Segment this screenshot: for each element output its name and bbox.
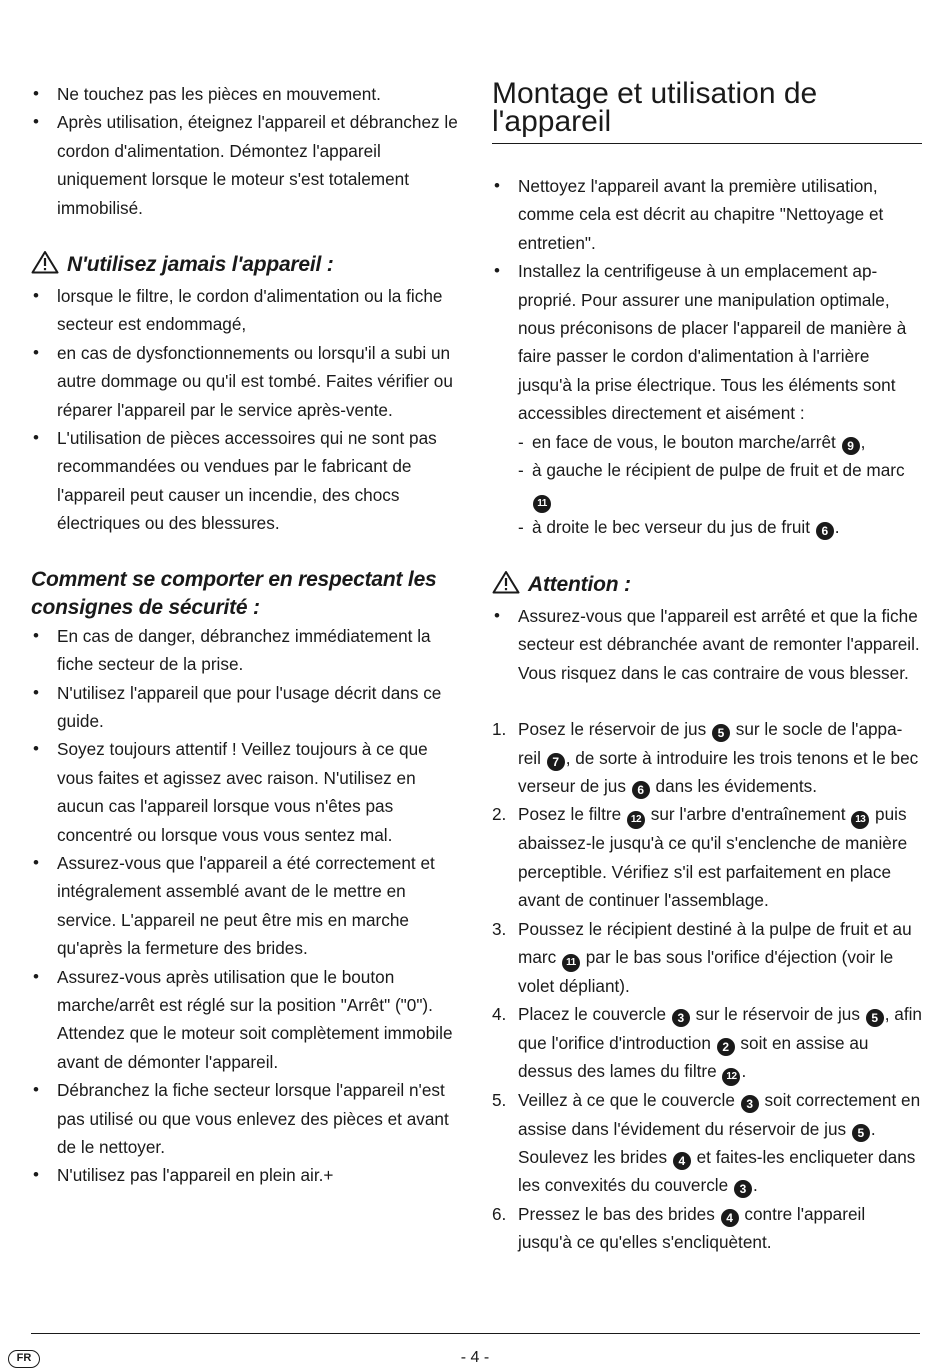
page-number: - 4 - <box>460 1349 490 1366</box>
part-number-badge: 7 <box>547 753 565 771</box>
list-item: • L'utilisation de pièces accessoires qui ne sont pas recommandées ou vendues par le fabricant de l'appareil peut causer un incendie, des chocs électriques ou des blessures. <box>31 424 461 538</box>
attention-heading-text: Attention : <box>528 572 631 596</box>
never-use-heading <box>31 250 461 282</box>
part-number-badge: 3 <box>734 1180 752 1198</box>
sublist-item: - à gauche le récipient de pulpe de fruit et de marc 11 <box>518 456 922 513</box>
part-number-badge: 6 <box>816 522 834 540</box>
warning-triangle-icon <box>31 250 59 282</box>
warning-triangle-icon <box>492 570 520 602</box>
safety-list <box>31 622 461 1190</box>
page-title: Montage et utilisation de l'appareil <box>492 80 922 144</box>
attention-heading <box>492 570 922 602</box>
part-number-badge: 12 <box>722 1068 740 1086</box>
attention-list <box>492 602 922 687</box>
part-number-badge: 5 <box>866 1009 884 1027</box>
list-item: • Assurez-vous après utilisation que le bouton marche/arrêt est réglé sur la position "Arrêt" ("0"). Attendez que le moteur soit complètement immobile avant de démonter l'appareil. <box>31 963 461 1077</box>
list-item: • Soyez toujours attentif ! Veillez toujours à ce que vous faites et agissez avec raison. N'utilisez en aucun cas l'appareil lorsque vous n'êtes pas concentré ou lorsque vous vous sentez mal. <box>31 735 461 849</box>
list-item: • Ne touchez pas les pièces en mouvement. <box>31 80 461 108</box>
part-number-badge: 12 <box>627 811 645 829</box>
sublist-item: - en face de vous, le bouton marche/arrêt 9 , <box>518 428 922 456</box>
elements-sublist <box>518 428 922 542</box>
part-number-badge: 3 <box>672 1009 690 1027</box>
part-number-badge: 5 <box>852 1124 870 1142</box>
assembly-steps <box>492 715 922 1257</box>
list-item <box>492 257 922 542</box>
step-item: 6. Pressez le bas des brides 4 contre l'appareil jusqu'à ce qu'elles s'encliquètent. <box>492 1203 866 1253</box>
safety-heading: Comment se comporter en respectant les consignes de sécurité : <box>31 567 437 619</box>
part-number-badge: 5 <box>712 724 730 742</box>
intro-list <box>31 80 461 222</box>
sublist-item: - à droite le bec verseur du jus de fruit 6 . <box>518 513 922 541</box>
step-item: 5. Veillez à ce que le couvercle 3 soit correctement en assise dans l'évidement du réservoir de jus 5 . Soulevez les brides 4 et faites-les encliqueter dans les convexités du couvercle 3 . <box>492 1090 921 1197</box>
footer-divider <box>31 1333 920 1334</box>
list-item-text: Installez la centrifigeuse à un emplacement ap-proprié. Pour assurer une manipulation optimale, nous préconisons de placer l'appareil de manière à faire passer le cordon d'alimentation à l'arrière jusqu'à la prise électrique. Tous les éléments sont accessibles directement et aisément : <box>518 261 907 424</box>
part-number-badge: 6 <box>632 781 650 799</box>
part-number-badge: 4 <box>673 1152 691 1170</box>
part-number-badge: 4 <box>721 1209 739 1227</box>
part-number-badge: 3 <box>741 1095 759 1113</box>
list-item: • lorsque le filtre, le cordon d'alimentation ou la fiche secteur est endommagé, <box>31 282 461 339</box>
list-item: • Assurez-vous que l'appareil a été correctement et intégralement assemblé avant de le mettre en service. L'appareil ne peut être mis en marche qu'après la fermeture des brides. <box>31 849 461 963</box>
list-item: • N'utilisez pas l'appareil en plein air.+ <box>31 1161 461 1189</box>
step-item: 2. Posez le filtre 12 sur l'arbre d'entraînement 13 puis abaissez-le jusqu'à ce qu'il s'enclenche de manière perceptible. Vérifiez s'il est parfaitement en place avant de continuer l'assemblage. <box>492 804 908 911</box>
left-column <box>31 80 461 1190</box>
part-number-badge: 2 <box>717 1038 735 1056</box>
list-item: • Nettoyez l'appareil avant la première utilisation, comme cela est décrit au chapitre "Nettoyage et entretien". <box>492 172 922 257</box>
part-number-badge: 11 <box>562 954 580 972</box>
right-column <box>492 77 922 1257</box>
list-item: • Après utilisation, éteignez l'appareil et débranchez le cordon d'alimentation. Démontez l'appareil uniquement lorsque le moteur s'est totalement immobilisé. <box>31 108 461 222</box>
list-item: • Débranchez la fiche secteur lorsque l'appareil n'est pas utilisé ou que vous enlevez des pièces et avant de le nettoyer. <box>31 1076 461 1161</box>
step-item: 4. Placez le couvercle 3 sur le réservoir de jus 5 , afin que l'orifice d'introduction 2 soit en assise au dessus des lames du filtre 12 . <box>492 1000 922 1086</box>
setup-list <box>492 172 922 542</box>
part-number-badge: 13 <box>851 811 869 829</box>
part-number-badge: 9 <box>842 437 860 455</box>
list-item: • En cas de danger, débranchez immédiatement la fiche secteur de la prise. <box>31 622 461 679</box>
part-number-badge: 11 <box>533 495 551 513</box>
list-item: • Assurez-vous que l'appareil est arrêté et que la fiche secteur est débranchée avant de remonter l'appareil. Vous risquez dans le cas contraire de vous blesser. <box>492 602 922 687</box>
never-use-list <box>31 282 461 538</box>
step-item: 1. Posez le réservoir de jus 5 sur le socle de l'appa-reil 7 , de sorte à introduire les trois tenons et le bec verseur de jus 6 dans les évidements. <box>492 719 919 797</box>
language-badge: FR <box>8 1350 40 1368</box>
never-use-heading-text: N'utilisez jamais l'appareil : <box>67 253 334 277</box>
list-item: • N'utilisez l'appareil que pour l'usage décrit dans ce guide. <box>31 679 461 736</box>
step-item: 3. Poussez le récipient destiné à la pulpe de fruit et au marc 11 par le bas sous l'orifice d'éjection (voir le volet dépliant). <box>492 918 912 996</box>
list-item: • en cas de dysfonctionnements ou lorsqu'il a subi un autre dommage ou qu'il est tombé. Faites vérifier ou réparer l'appareil par le service après-vente. <box>31 339 461 424</box>
